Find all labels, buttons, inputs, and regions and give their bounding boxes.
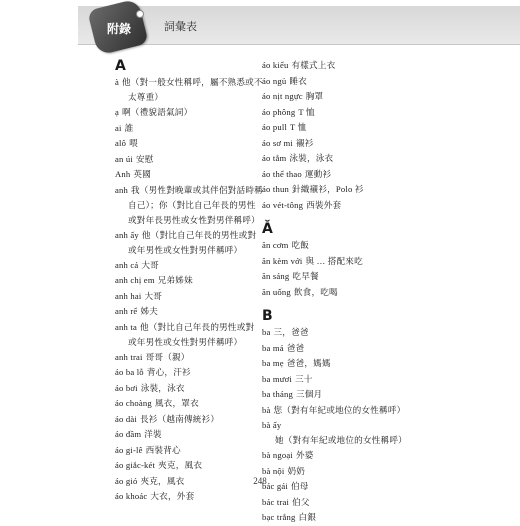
gloss: 他（對一般女性稱呼，屬不熟悉或不太尊重） (122, 77, 263, 102)
section-heading-b: B (262, 308, 273, 324)
glossary-entry (115, 489, 263, 505)
tag-hole-icon (136, 10, 144, 18)
glossary-entry (115, 304, 263, 320)
gloss: 伯父 (292, 496, 310, 507)
gloss: 喂 (129, 138, 138, 148)
headword: an úi (115, 153, 133, 164)
glossary-entry (262, 495, 412, 511)
headword: áo nịt ngực (262, 91, 303, 101)
headword: bà ngoại (262, 450, 293, 460)
gloss: T 恤 (290, 122, 307, 132)
gloss: 爸爸，媽媽 (286, 358, 331, 368)
glossary-entry (262, 341, 412, 357)
gloss: 與 … 搭配來吃 (305, 255, 363, 266)
glossary-entry (115, 75, 263, 105)
headword: ăn kèm với (262, 255, 303, 266)
headword: anh hai (115, 290, 142, 301)
headword: bà ấy (262, 420, 282, 430)
glossary-entry (262, 120, 412, 136)
headword: áo bơi (115, 382, 138, 393)
glossary-entry (262, 285, 412, 301)
gloss: 西裝外套 (306, 199, 342, 210)
headword: ba tháng (262, 389, 293, 399)
headword: áo sơ mi (262, 137, 293, 148)
glossary-entry (115, 396, 263, 412)
headword: anh (115, 184, 129, 195)
gloss: 吃飯 (291, 240, 310, 250)
page-header-title: 詞彙表 (164, 20, 197, 33)
headword: ăn sáng (262, 271, 290, 281)
gloss: 泳裝，泳衣 (140, 382, 185, 393)
headword: áo tắm (262, 153, 287, 163)
gloss: 您（對有年紀或地位的女性稱呼） (273, 404, 406, 415)
headword: anh ấy (115, 229, 139, 240)
section-spacer (262, 300, 412, 308)
headword: áo giắc-két (115, 460, 156, 470)
gloss: 長衫（越南傳統衫） (139, 413, 220, 424)
glossary-entry (115, 443, 263, 459)
gloss: 哥哥（親） (145, 351, 190, 362)
glossary-entry (115, 320, 263, 350)
gloss: 英國 (133, 169, 151, 179)
glossary-entry (115, 381, 263, 397)
gloss: 他（對比自己年長的男性或對或年男性或女性對男伴稱呼） (128, 321, 255, 347)
gloss: 襯衫 (295, 137, 314, 148)
gloss: 洋裝 (144, 429, 162, 439)
glossary-entry (115, 458, 263, 474)
glossary-column-right (262, 58, 412, 526)
glossary-entry (262, 325, 412, 341)
gloss: 姊夫 (140, 306, 159, 316)
glossary-column-left (115, 58, 263, 505)
glossary-entry (115, 412, 263, 428)
headword: ăn cơm (262, 240, 289, 250)
headword: ba má (262, 342, 284, 353)
glossary-entry (115, 427, 263, 443)
headword: ăn uống (262, 286, 291, 297)
gloss: 泳裝，泳衣 (289, 153, 334, 163)
gloss: 三，爸爸 (273, 327, 309, 337)
headword: áo pull (262, 122, 288, 132)
glossary-entry (115, 183, 263, 228)
glossary-entry (262, 269, 412, 285)
glossary-entry (262, 151, 412, 167)
section-heading-a-breve: Ă (262, 221, 273, 237)
gloss: 運動衫 (304, 168, 332, 179)
headword: áo khoác (115, 491, 148, 501)
gloss: 三十 (294, 373, 313, 384)
headword: áo thun (262, 184, 289, 194)
glossary-entry (115, 258, 263, 274)
headword: áo gió (115, 475, 138, 486)
gloss: 有樣式上衣 (291, 60, 336, 70)
headword: ba mẹ (262, 358, 284, 368)
glossary-entry (262, 182, 412, 198)
headword: ba (262, 327, 271, 337)
glossary-entry (262, 136, 412, 152)
headword: anh chị em (115, 275, 155, 285)
gloss: 他（對比自己年長的男性或對或年男性或女性對男伴稱呼） (128, 229, 257, 255)
gloss: T 恤 (298, 106, 315, 117)
glossary-entry (115, 105, 263, 121)
gloss: 三個月 (295, 389, 323, 399)
glossary-entry (115, 365, 263, 381)
headword: áo kiểu (262, 60, 289, 70)
glossary-entry (115, 136, 263, 152)
headword: anh rể (115, 306, 138, 316)
gloss: 安慰 (135, 153, 154, 164)
headword: ba mươi (262, 373, 292, 384)
headword: anh ta (115, 321, 137, 332)
gloss: 外婆 (295, 450, 314, 460)
glossary-entry (115, 121, 263, 137)
glossary-entry (115, 350, 263, 366)
gloss: 我（男性對晚輩或其伴侶對話時稱自己）；你（對比自己年長的男性或對年長男性或女性對男伴稱呼） (128, 184, 263, 225)
glossary-entry (115, 289, 263, 305)
headword: áo phông (262, 106, 296, 117)
headword: bà nội (262, 465, 285, 476)
glossary-entry (262, 238, 412, 254)
headword: áo gi-lê (115, 444, 143, 455)
glossary-entry (262, 89, 412, 105)
headword: bác gái (262, 481, 288, 491)
headword: ạ (115, 107, 120, 117)
gloss: 大衣，外套 (150, 491, 195, 501)
glossary-entry (262, 387, 412, 403)
glossary-entry (115, 228, 263, 258)
glossary-entry (262, 356, 412, 372)
headword: ai (115, 122, 122, 133)
gloss: 大哥 (141, 259, 159, 270)
headword: áo đầm (115, 429, 142, 439)
gloss: 兄弟姊妹 (157, 275, 193, 285)
glossary-entry (262, 510, 412, 526)
headword: à (115, 77, 120, 87)
appendix-tab-label: 附錄 (106, 22, 131, 36)
gloss: 伯母 (290, 481, 309, 491)
glossary-entry (262, 58, 412, 74)
glossary-entry (115, 167, 263, 183)
gloss: 背心，汗衫 (146, 367, 191, 377)
glossary-entry (262, 448, 412, 464)
gloss: 白銀 (298, 512, 317, 522)
glossary-entry (115, 152, 263, 168)
headword: anh trai (115, 351, 143, 362)
glossary-entry (262, 254, 412, 270)
headword: alô (115, 138, 127, 148)
gloss: 大哥 (144, 290, 163, 301)
glossary-entry (262, 74, 412, 90)
glossary-entry (262, 418, 412, 448)
glossary-entry (262, 403, 412, 419)
headword: bà (262, 404, 271, 415)
headword: bác trai (262, 496, 290, 507)
headword: áo dài (115, 413, 137, 424)
gloss: 針織襯衫，Polo 衫 (291, 184, 364, 194)
gloss: 胸罩 (305, 91, 324, 101)
gloss: 奶奶 (287, 465, 306, 476)
gloss: 飲食，吃喝 (293, 286, 338, 297)
headword: bạc trắng (262, 512, 296, 522)
glossary-entry (262, 167, 412, 183)
headword: áo vét-tông (262, 199, 304, 210)
glossary-entry (262, 198, 412, 214)
gloss: 夾克，風衣 (158, 460, 203, 470)
section-spacer (262, 213, 412, 221)
gloss: 啊（禮貌語氣詞） (122, 107, 193, 117)
gloss: 風衣，罩衣 (154, 398, 199, 408)
headword: áo ngủ (262, 75, 287, 86)
gloss: 睡衣 (289, 75, 307, 86)
glossary-entry (262, 372, 412, 388)
page-number: 248 (253, 476, 267, 486)
section-heading-a: A (115, 58, 126, 74)
glossary-entry (115, 273, 263, 289)
gloss: 夾克，風衣 (140, 475, 185, 486)
gloss: 她（對有年紀或地位的女性稱呼） (275, 435, 407, 445)
headword: Anh (115, 169, 131, 179)
gloss: 西裝背心 (145, 444, 181, 455)
gloss: 爸爸 (286, 342, 305, 353)
gloss: 吃早餐 (292, 271, 319, 281)
headword: áo choàng (115, 398, 152, 408)
headword: anh cả (115, 259, 139, 270)
glossary-entry (262, 105, 412, 121)
gloss: 誰 (124, 122, 134, 133)
headword: áo thể thao (262, 168, 302, 179)
headword: áo ba lỗ (115, 367, 144, 377)
